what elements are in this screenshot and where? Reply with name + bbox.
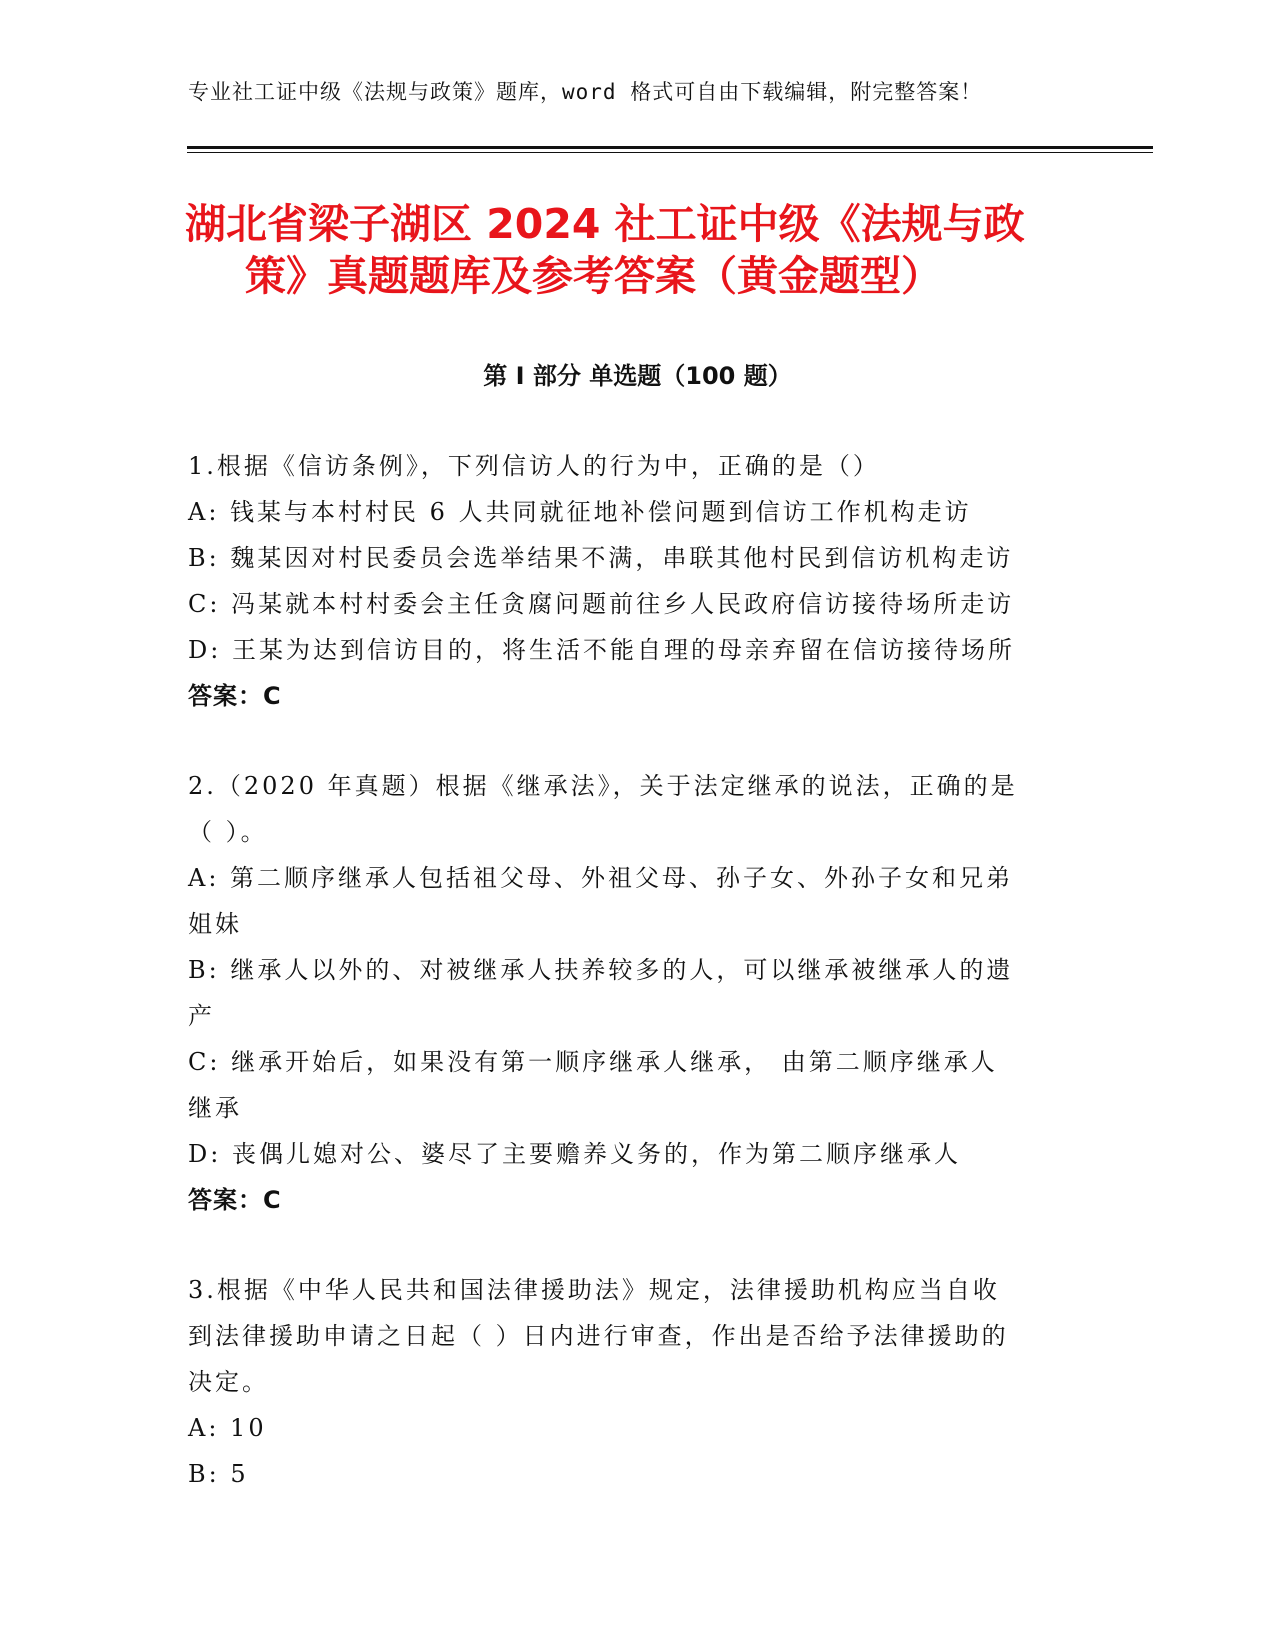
question-2-option-c-line2: 继承 [188,1094,242,1122]
question-2-option-c-line1: C: 继承开始后，如果没有第一顺序继承人继承， 由第二顺序继承人 [188,1048,998,1076]
question-1-stem: 1.根据《信访条例》，下列信访人的行为中，正确的是（） [188,452,880,480]
question-2-option-d: D: 丧偶儿媳对公、婆尽了主要赡养义务的，作为第二顺序继承人 [188,1140,961,1168]
question-3-option-a: A: 10 [188,1414,267,1442]
header-rule-thin [187,152,1153,153]
question-3-stem-line2: 到法律援助申请之日起（ ）日内进行审查，作出是否给予法律援助的 [188,1322,1009,1350]
question-2-stem-line2: （ ）。 [188,818,268,846]
question-3-option-b: B: 5 [188,1460,249,1488]
question-1-option-a: A: 钱某与本村村民 6 人共同就征地补偿问题到信访工作机构走访 [188,498,972,526]
question-3-stem-line1: 3.根据《中华人民共和国法律援助法》规定，法律援助机构应当自收 [188,1276,1000,1304]
question-1-option-b: B: 魏某因对村民委员会选举结果不满，串联其他村民到信访机构走访 [188,544,1014,572]
question-2-option-b-line1: B: 继承人以外的、对被继承人扶养较多的人，可以继承被继承人的遗 [188,956,1014,984]
section-title: 第 I 部分 单选题（100 题） [483,362,792,390]
document-title-line1: 湖北省梁子湖区 2024 社工证中级《法规与政 [185,200,1025,248]
question-2 [188,763,1088,1223]
question-3 [188,1267,1088,1497]
question-1-option-c: C: 冯某就本村村委会主任贪腐问题前往乡人民政府信访接待场所走访 [188,590,1015,618]
question-list [188,443,1088,1497]
question-2-option-a-line2: 姐妹 [188,910,242,938]
header-rule-thick [187,146,1153,149]
question-1-option-d: D: 王某为达到信访目的，将生活不能自理的母亲弃留在信访接待场所 [188,636,1015,664]
question-1 [188,443,1088,719]
document-title-line2: 策》真题题库及参考答案（黄金题型） [245,252,942,300]
question-2-option-a-line1: A: 第二顺序继承人包括祖父母、外祖父母、孙子女、外孙子女和兄弟 [188,864,1014,892]
header-text: 专业社工证中级《法规与政策》题库，word 格式可自由下载编辑，附完整答案！ [188,80,983,104]
question-2-option-b-line2: 产 [188,1002,215,1030]
document-title [185,198,1105,302]
question-3-stem-line3: 决定。 [188,1368,269,1396]
question-1-answer: 答案：C [188,682,282,710]
question-2-answer: 答案：C [188,1186,282,1214]
question-2-stem-line1: 2.（2020 年真题）根据《继承法》，关于法定继承的说法，正确的是 [188,772,1018,800]
